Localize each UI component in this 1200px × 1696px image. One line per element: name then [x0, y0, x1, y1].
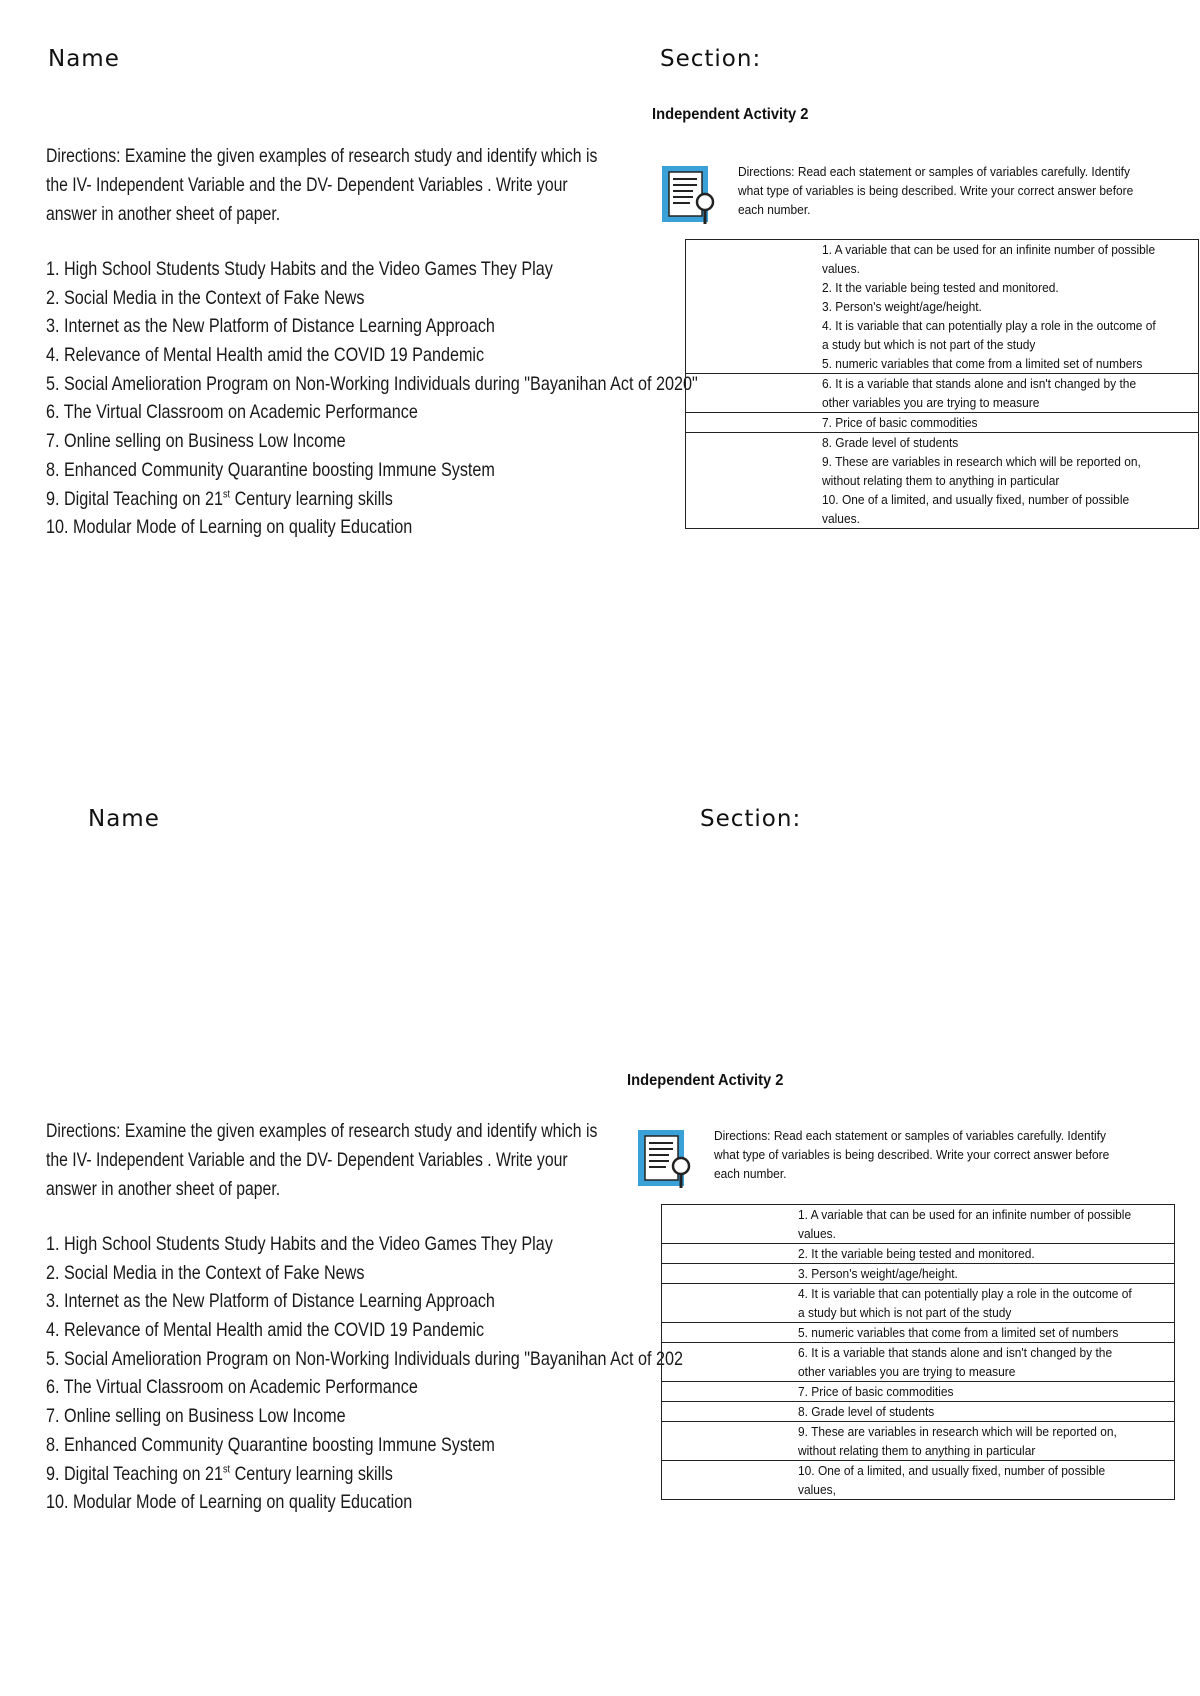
statement-text: 8. Grade level of students [822, 435, 959, 450]
study-directions: Directions: Examine the given examples of research study and identify which is the IV- Independent Variable and the DV- Dependent Variables . Write your answer in another sheet of paper. [46, 146, 598, 225]
table-row [662, 1402, 1175, 1422]
study-item-tail: Century learning skills [230, 487, 393, 510]
clipboard-magnifier-icon [636, 1128, 694, 1190]
statement-text: 1. A variable that can be used for an infinite number of possible values. [798, 1207, 1132, 1241]
answer-cell[interactable] [686, 240, 823, 374]
statement-cell [798, 1205, 1175, 1244]
name-label: Name [48, 46, 120, 72]
answer-cell[interactable] [662, 1402, 799, 1422]
table-row [662, 1284, 1175, 1323]
table-row [686, 240, 1199, 374]
statement-cell [822, 374, 1199, 413]
study-item: 10. Modular Mode of Learning on quality Education [46, 1491, 413, 1514]
study-item [46, 1460, 610, 1489]
statement-text: 8. Grade level of students [798, 1404, 935, 1419]
statement-text: 4. It is variable that can potentially play a role in the outcome of a study but which is not part of the study [822, 318, 1156, 352]
statement-text: 3. Person's weight/age/height. [822, 299, 982, 314]
activity-directions: Directions: Read each statement or samples of variables carefully. Identify what type of variables is being described. Write your correct answer before each number. [714, 1128, 1110, 1181]
statement-text: 4. It is variable that can potentially play a role in the outcome of a study but which is not part of the study [798, 1286, 1132, 1320]
statement-cell [822, 433, 1199, 529]
answer-cell[interactable] [662, 1343, 799, 1382]
study-item: 1. High School Students Study Habits and the Video Games They Play [46, 1233, 553, 1255]
answer-cell[interactable] [662, 1205, 799, 1244]
study-item: 2. Social Media in the Context of Fake News [46, 1261, 365, 1284]
answer-cell[interactable] [662, 1244, 799, 1264]
study-item: 8. Enhanced Community Quarantine boosting Immune System [46, 458, 495, 481]
study-item: 7. Online selling on Business Low Income [46, 430, 346, 453]
table-row [662, 1382, 1175, 1402]
statement-text: 6. It is a variable that stands alone and isn't changed by the other variables you are trying to measure [798, 1345, 1113, 1379]
statement-text: 10. One of a limited, and usually fixed, number of possible values, [798, 1463, 1106, 1497]
table-row [662, 1244, 1175, 1264]
statement-cell [798, 1382, 1175, 1402]
answer-cell[interactable] [662, 1382, 799, 1402]
study-item: 5. Social Amelioration Program on Non-Working Individuals during "Bayanihan Act of 2020" [46, 372, 698, 395]
statement-text: 3. Person's weight/age/height. [798, 1266, 958, 1281]
statement-cell [822, 240, 1199, 374]
table-row [662, 1264, 1175, 1284]
study-item: 5. Social Amelioration Program on Non-Working Individuals during "Bayanihan Act of 202 [46, 1347, 684, 1370]
study-item: 10. Modular Mode of Learning on quality Education [46, 516, 413, 539]
statement-text: 5. numeric variables that come from a limited set of numbers [798, 1325, 1119, 1340]
activity-title: Independent Activity 2 [627, 1072, 784, 1089]
statement-text: 5. numeric variables that come from a limited set of numbers [822, 356, 1143, 371]
answer-cell[interactable] [662, 1284, 799, 1323]
answer-cell[interactable] [662, 1461, 799, 1500]
statement-cell [798, 1343, 1175, 1382]
table-row [686, 374, 1199, 413]
study-item-text: 9. Digital Teaching on 21 [46, 1462, 223, 1485]
statement-cell [798, 1284, 1175, 1323]
clipboard-magnifier-icon [660, 164, 718, 226]
answer-cell[interactable] [686, 374, 823, 413]
statement-cell [798, 1422, 1175, 1461]
table-row [662, 1323, 1175, 1343]
study-item-text: 9. Digital Teaching on 21 [46, 487, 223, 510]
statement-text: 2. It the variable being tested and monitored. [822, 280, 1059, 295]
statement-text: 1. A variable that can be used for an infinite number of possible values. [822, 242, 1156, 276]
table-row [662, 1343, 1175, 1382]
table-row [686, 413, 1199, 433]
statement-text: 10. One of a limited, and usually fixed, number of possible values. [822, 492, 1130, 526]
answer-cell[interactable] [662, 1264, 799, 1284]
statement-cell [798, 1244, 1175, 1264]
statement-text: 9. These are variables in research which will be reported on, without relating them to anything in particular [822, 454, 1141, 488]
answer-cell[interactable] [662, 1323, 799, 1343]
study-directions: Directions: Examine the given examples of research study and identify which is the IV- Independent Variable and the DV- Dependent Variables . Write your answer in another sheet of paper. [46, 1121, 598, 1200]
statement-text: 2. It the variable being tested and monitored. [798, 1246, 1035, 1261]
statement-cell [798, 1402, 1175, 1422]
statement-text: 6. It is a variable that stands alone and isn't changed by the other variables you are trying to measure [822, 376, 1137, 410]
activity-title: Independent Activity 2 [652, 106, 809, 123]
ordinal-suffix: st [222, 1463, 231, 1475]
study-item: 4. Relevance of Mental Health amid the COVID 19 Pandemic [46, 344, 485, 367]
activity-directions: Directions: Read each statement or samples of variables carefully. Identify what type of variables is being described. Write your correct answer before each number. [738, 164, 1134, 217]
study-list [46, 1230, 684, 1517]
table-row [662, 1422, 1175, 1461]
statement-text: 7. Price of basic commodities [798, 1384, 954, 1399]
study-item: 6. The Virtual Classroom on Academic Performance [46, 1376, 418, 1399]
study-item [46, 485, 677, 514]
statement-cell [822, 413, 1199, 433]
ordinal-suffix: st [222, 488, 231, 500]
section-label: Section: [700, 806, 802, 832]
table-row [662, 1205, 1175, 1244]
name-label: Name [88, 806, 160, 832]
study-item: 4. Relevance of Mental Health amid the COVID 19 Pandemic [46, 1319, 485, 1342]
statement-table [661, 1204, 1175, 1500]
study-item: 3. Internet as the New Platform of Distance Learning Approach [46, 315, 495, 338]
study-item-tail: Century learning skills [230, 1462, 393, 1485]
statement-cell [798, 1323, 1175, 1343]
study-item: 2. Social Media in the Context of Fake News [46, 286, 365, 309]
section-label: Section: [660, 46, 762, 72]
table-row [662, 1461, 1175, 1500]
answer-cell[interactable] [686, 433, 823, 529]
statement-text: 9. These are variables in research which will be reported on, without relating them to anything in particular [798, 1424, 1117, 1458]
study-item: 3. Internet as the New Platform of Distance Learning Approach [46, 1290, 495, 1313]
study-item: 1. High School Students Study Habits and the Video Games They Play [46, 258, 553, 280]
study-item: 7. Online selling on Business Low Income [46, 1405, 346, 1428]
study-item: 6. The Virtual Classroom on Academic Performance [46, 401, 418, 424]
statement-table [685, 239, 1199, 529]
table-row [686, 433, 1199, 529]
answer-cell[interactable] [662, 1422, 799, 1461]
study-item: 8. Enhanced Community Quarantine boosting Immune System [46, 1433, 495, 1456]
statement-cell [798, 1264, 1175, 1284]
statement-text: 7. Price of basic commodities [822, 415, 978, 430]
statement-cell [798, 1461, 1175, 1500]
answer-cell[interactable] [686, 413, 823, 433]
study-list [46, 255, 698, 542]
